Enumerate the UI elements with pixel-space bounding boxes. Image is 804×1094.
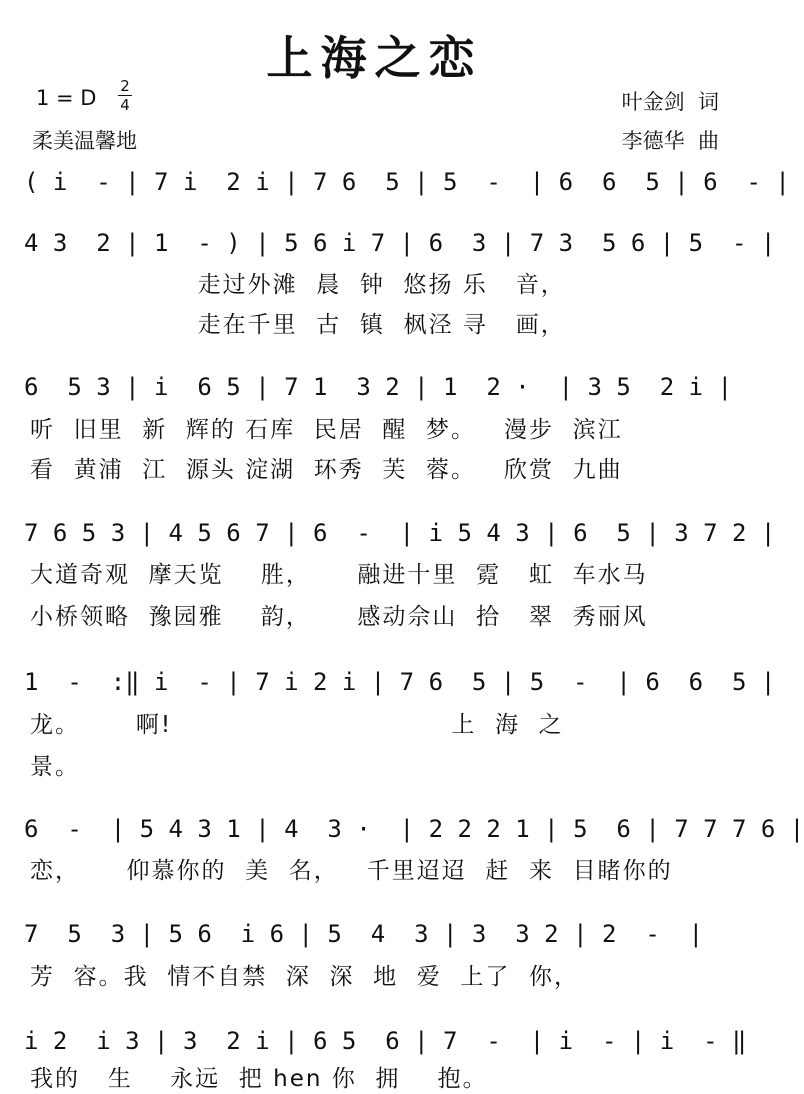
notation-line: 1 - :‖ i - | 7 i 2 i | 7 6 5 | 5 - | 6 6 5 |: [24, 668, 776, 696]
notation-line: i 2 i 3 | 3 2 i | 6 5 6 | 7 - | i - | i - ‖: [24, 1027, 747, 1055]
song-title: 上海之恋: [266, 31, 483, 85]
lyric-line-verse-1: 听 旧里 新 辉的 石库 民居 醒 梦。 漫步 滨江: [30, 417, 623, 443]
time-signature-top: 2: [120, 77, 130, 95]
lyric-line-verse-2: 小桥领略 豫园雅 韵， 感动佘山 拾 翠 秀丽风: [30, 604, 648, 630]
notation-line: ( i - | 7 i 2 i | 7 6 5 | 5 - | 6 6 5 | 6 - |: [24, 168, 790, 196]
lyric-line-verse-1: 龙。 啊! 上 海 之: [30, 712, 564, 738]
lyric-line-verse-1: 芳 容。我 情不自禁 深 深 地 爱 上了 你，: [30, 964, 579, 990]
expression-mark: 柔美温馨地: [32, 129, 137, 153]
lyric-line-verse-1: 恋， 仰慕你的 美 名， 千里迢迢 赶 来 目睹你的: [30, 858, 673, 884]
lyricist-credit: 叶金剑 词: [621, 90, 719, 114]
key-signature: 1 = D: [36, 86, 97, 110]
notation-line: 7 5 3 | 5 6 i 6 | 5 4 3 | 3 3 2 | 2 - |: [24, 920, 704, 948]
composer-credit: 李德华 曲: [621, 129, 719, 153]
notation-line: 4 3 2 | 1 - ) | 5 6 i 7 | 6 3 | 7 3 5 6 | 5 - |: [24, 229, 776, 257]
notation-line: 6 - | 5 4 3 1 | 4 3 · | 2 2 2 1 | 5 6 | 7 7 7 6 |: [24, 815, 804, 843]
lyric-line-verse-2: 走在千里 古 镇 枫泾 寻 画，: [30, 312, 566, 338]
lyric-line-verse-1: 我的 生 永远 把 hen 你 拥 抱。: [30, 1066, 488, 1092]
time-signature: [118, 78, 132, 113]
lyric-line-verse-1: 走过外滩 晨 钟 悠扬 乐 音，: [30, 272, 566, 298]
lyric-line-verse-2: 看 黄浦 江 源头 淀湖 环秀 芙 蓉。 欣赏 九曲: [30, 457, 623, 483]
lyric-line-verse-2: 景。: [30, 754, 80, 780]
notation-line: 6 5 3 | i 6 5 | 7 1 3 2 | 1 2 · | 3 5 2 i |: [24, 373, 733, 401]
lyric-line-verse-1: 大道奇观 摩天览 胜， 融进十里 霓 虹 车水马: [30, 562, 648, 588]
time-signature-bottom: 4: [120, 96, 130, 114]
notation-line: 7 6 5 3 | 4 5 6 7 | 6 - | i 5 4 3 | 6 5 | 3 7 2 |: [24, 519, 776, 547]
